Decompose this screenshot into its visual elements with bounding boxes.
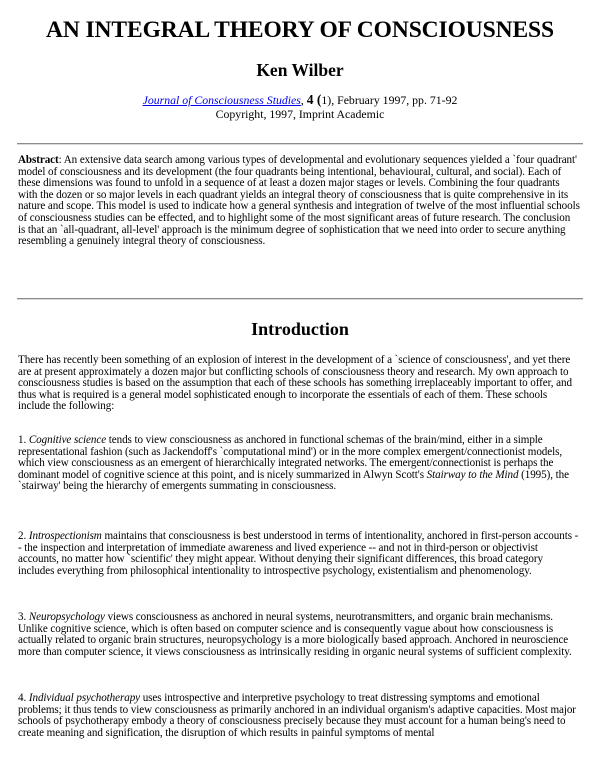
list-item-cognitive-science — [18, 435, 580, 493]
item-text: uses introspective and interpretive psychology to treat distressing symptoms and emotional problems; it thus tends to view consciousness as primarily anchored in an individual organism's adaptive capacities. Most major schools of psychotherapy embody a theory of consciousness precisely because they must account for a human being's need to create meaning and signification, the disruption of which results in painful symptoms of mental — [18, 692, 576, 739]
list-item-neuropsychology — [18, 612, 580, 658]
section-heading-introduction: Introduction — [251, 319, 349, 339]
volume-number: 4 ( — [306, 92, 322, 107]
item-text-end: (1995), the `stairway' being the hierarchy of emergents summating in consciousness. — [18, 468, 569, 493]
divider-top — [17, 143, 583, 145]
author-name: Ken Wilber — [256, 60, 344, 80]
list-item-individual-psychotherapy — [18, 693, 580, 739]
item-text: maintains that consciousness is best understood in terms of intentionality, anchored in first-person accounts -- the inspection and interpretation of immediate awareness and lived experience -- and not in third-person or objectivist accounts, no matter how `scientific' they might appear. Without denying their significant differences, this broad category includes everything from philosophical intentionality to introspective psychology, existentialism and phenomenology. — [18, 530, 579, 577]
abstract-label: Abstract — [18, 154, 59, 166]
abstract-text: : An extensive data search among various types of developmental and evolutionary sequences yielded a `four quadrant' model of consciousness and its development (the four quadrants being intentional, behavioural, cultural, and social). Each of these dimensions was found to unfold in a sequence of at least a dozen major stages or levels. Combining the four quadrants with the dozen or so major levels in each quadrant yields an integral theory of consciousness that is quite comprehensive in its nature and scope. This model is used to indicate how a general synthesis and integration of twelve of the most influential schools of consciousness studies can be effected, and to highlight some of the most significant areas of future research. The conclusion is that an `all-quadrant, all-level' approach is the minimum degree of sophistication that we need into order to secure anything resembling a genuinely integral theory of consciousness. — [18, 154, 580, 248]
item-term: Neuropsychology — [28, 611, 105, 623]
abstract — [18, 155, 580, 248]
item-number: 1. — [18, 434, 29, 446]
item-number: 2. — [18, 530, 29, 542]
citation-comma: , — [300, 93, 307, 107]
issue-date: 1), February 1997, pp. 71-92 — [321, 93, 458, 107]
item-number: 4. — [18, 692, 29, 704]
journal-link[interactable]: Journal of Consciousness Studies — [142, 93, 301, 107]
item-text: views consciousness as anchored in neural systems, neurotransmitters, and organic brain mechanisms. Unlike cognitive science, which is often based on computer science and is consequently vague about how consciousness is actually related to organic brain structures, neuropsychology is a more biologically based approach. Anchored in neuroscience more than computer science, it views consciousness as intrinsically residing in organic neural systems of sufficient complexity. — [18, 611, 572, 658]
intro-paragraph: There has recently been something of an explosion of interest in the development of a `science of consciousness', and yet there are at present approximately a dozen major but conflicting schools of consciousness theory and research. My own approach to consciousness studies is based on the assumption that each of these schools has something irreplaceably important to offer, and thus what is required is a general model sophisticated enough to incorporate the essentials of each of them. These schools include the following: — [18, 354, 572, 413]
divider-bottom — [17, 298, 583, 300]
copyright-line: Copyright, 1997, Imprint Academic — [215, 107, 385, 121]
item-text: tends to view consciousness as anchored in functional schemas of the brain/mind, either in a simple representational fashion (such as Jackendoff's `computational mind') or in the more complex emergent/connectionist models, which view consciousness as an emergent of hierarchically integrated networks. The emergent/connectionist is perhaps the dominant model of cognitive science at this point, and is nicely summarized in Alwyn Scott's — [18, 434, 563, 481]
list-item-introspectionism — [18, 531, 580, 577]
item-term: Individual psychotherapy — [28, 692, 141, 704]
paper-title: AN INTEGRAL THEORY OF CONSCIOUSNESS — [45, 17, 554, 43]
item-term: Introspectionism — [28, 530, 102, 542]
item-number: 3. — [18, 611, 29, 623]
item-term: Cognitive science — [28, 434, 107, 446]
book-title: Stairway to the Mind — [426, 468, 519, 481]
citation-line — [0, 93, 600, 107]
